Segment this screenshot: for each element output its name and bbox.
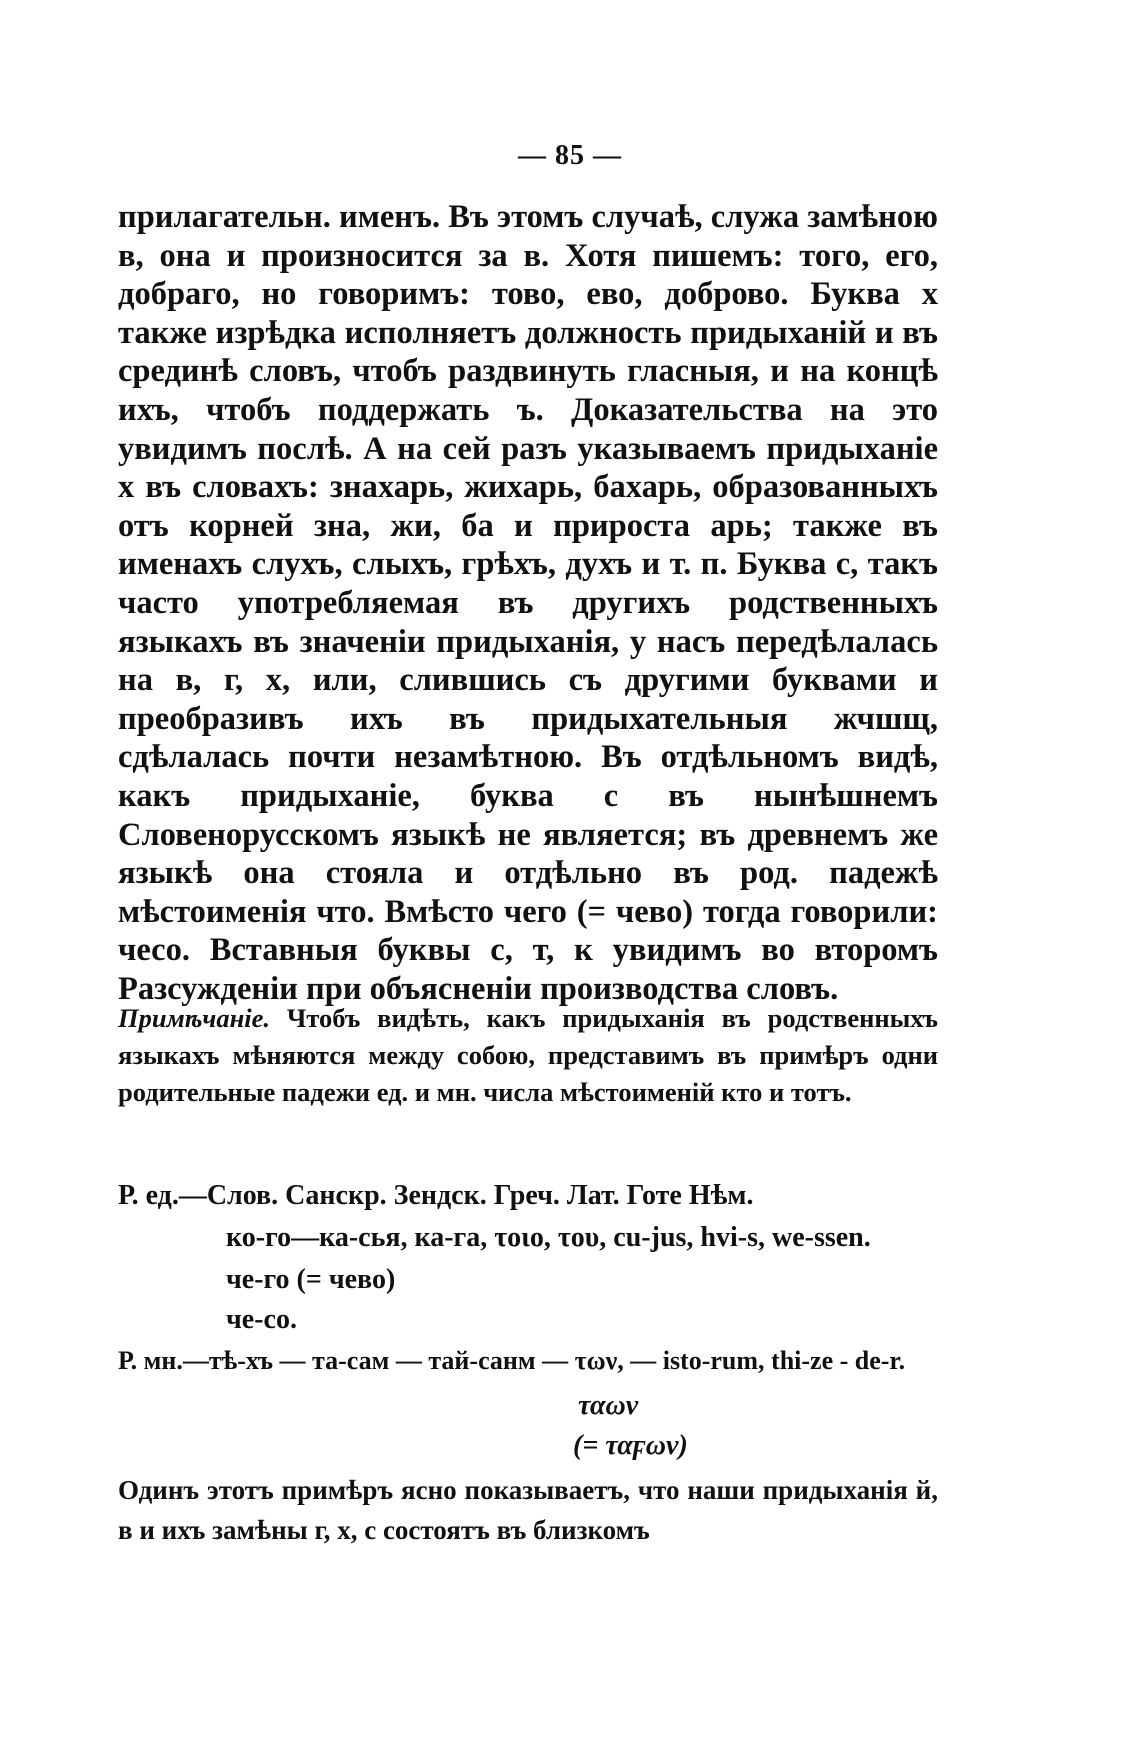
table-row-sing-alt1: че-го (= чево) bbox=[226, 1264, 396, 1295]
table-row-header: Р. ед.—Слов. Санскр. Зендск. Греч. Лат. Готе Нѣм. bbox=[118, 1180, 754, 1211]
page-number: — 85 — bbox=[518, 140, 622, 171]
main-paragraph: прилагательн. именъ. Въ этомъ случаѣ, служа замѣною в, она и произносится за в. Хотя пишемъ: того, его, добраго, но говоримъ: тово, ево, доброво. Буква х также изрѣдка исполняетъ должность придыханій и въ срединѣ словъ, чтобъ раздвинуть гласныя, и на концѣ ихъ, чтобъ поддержать ъ. Доказательства на это увидимъ послѣ. А на сей разъ указываемъ придыханіе х въ словахъ: знахарь, жихарь, бахарь, образованныхъ отъ корней зна, жи, ба и прироста арь; также въ именахъ слухъ, слыхъ, грѣхъ, духъ и т. п. Буква с, такъ часто употребляемая въ другихъ родственныхъ языкахъ въ значеніи придыханія, у насъ передѣлалась на в, г, х, или, слившись съ другими буквами и преобразивъ ихъ въ придыхательныя жчшщ, сдѣлалась почти незамѣтною. Въ отдѣльномъ видѣ, какъ придыханіе, буква с въ нынѣшнемъ Словенорусскомъ языкѣ не является; въ древнемъ же языкѣ она стояла и отдѣльно въ род. падежѣ мѣстоименія что. Вмѣсто чего (= чево) тогда говорили: чесо. Вставныя буквы с, т, к увидимъ во второмъ Разсужденіи при объясненіи производства словъ. bbox=[118, 199, 938, 1007]
note-text: Чтобъ видѣть, какъ придыханія въ родственныхъ языкахъ мѣняются между собою, представимъ въ примѣръ одни родительные падежи ед. и мн. числа мѣстоименій кто и тотъ. bbox=[118, 1003, 938, 1107]
closing-paragraph: Одинъ этотъ примѣръ ясно показываетъ, что наши придыханія й, в и ихъ замѣны г, х, с состоятъ въ близкомъ bbox=[118, 1475, 938, 1545]
note-paragraph bbox=[118, 1000, 938, 1111]
table-row-plural: Р. мн.—тѣ-хъ — та-сам — тай-санм — των, — isto-rum, thi-ze - de-r. bbox=[118, 1346, 906, 1375]
table-row-sing-alt2: че-со. bbox=[226, 1304, 297, 1335]
table-row-plural-greek1: ταων bbox=[578, 1390, 639, 1421]
note-label: Примѣчаніе. bbox=[118, 1003, 271, 1033]
table-row-sing-forms: ко-го—ка-сья, ка-га, τοιο, του, cu-jus, hvi-s, we-ssen. bbox=[226, 1222, 871, 1253]
table-row-plural-greek2: (= ταϝων) bbox=[573, 1430, 688, 1461]
